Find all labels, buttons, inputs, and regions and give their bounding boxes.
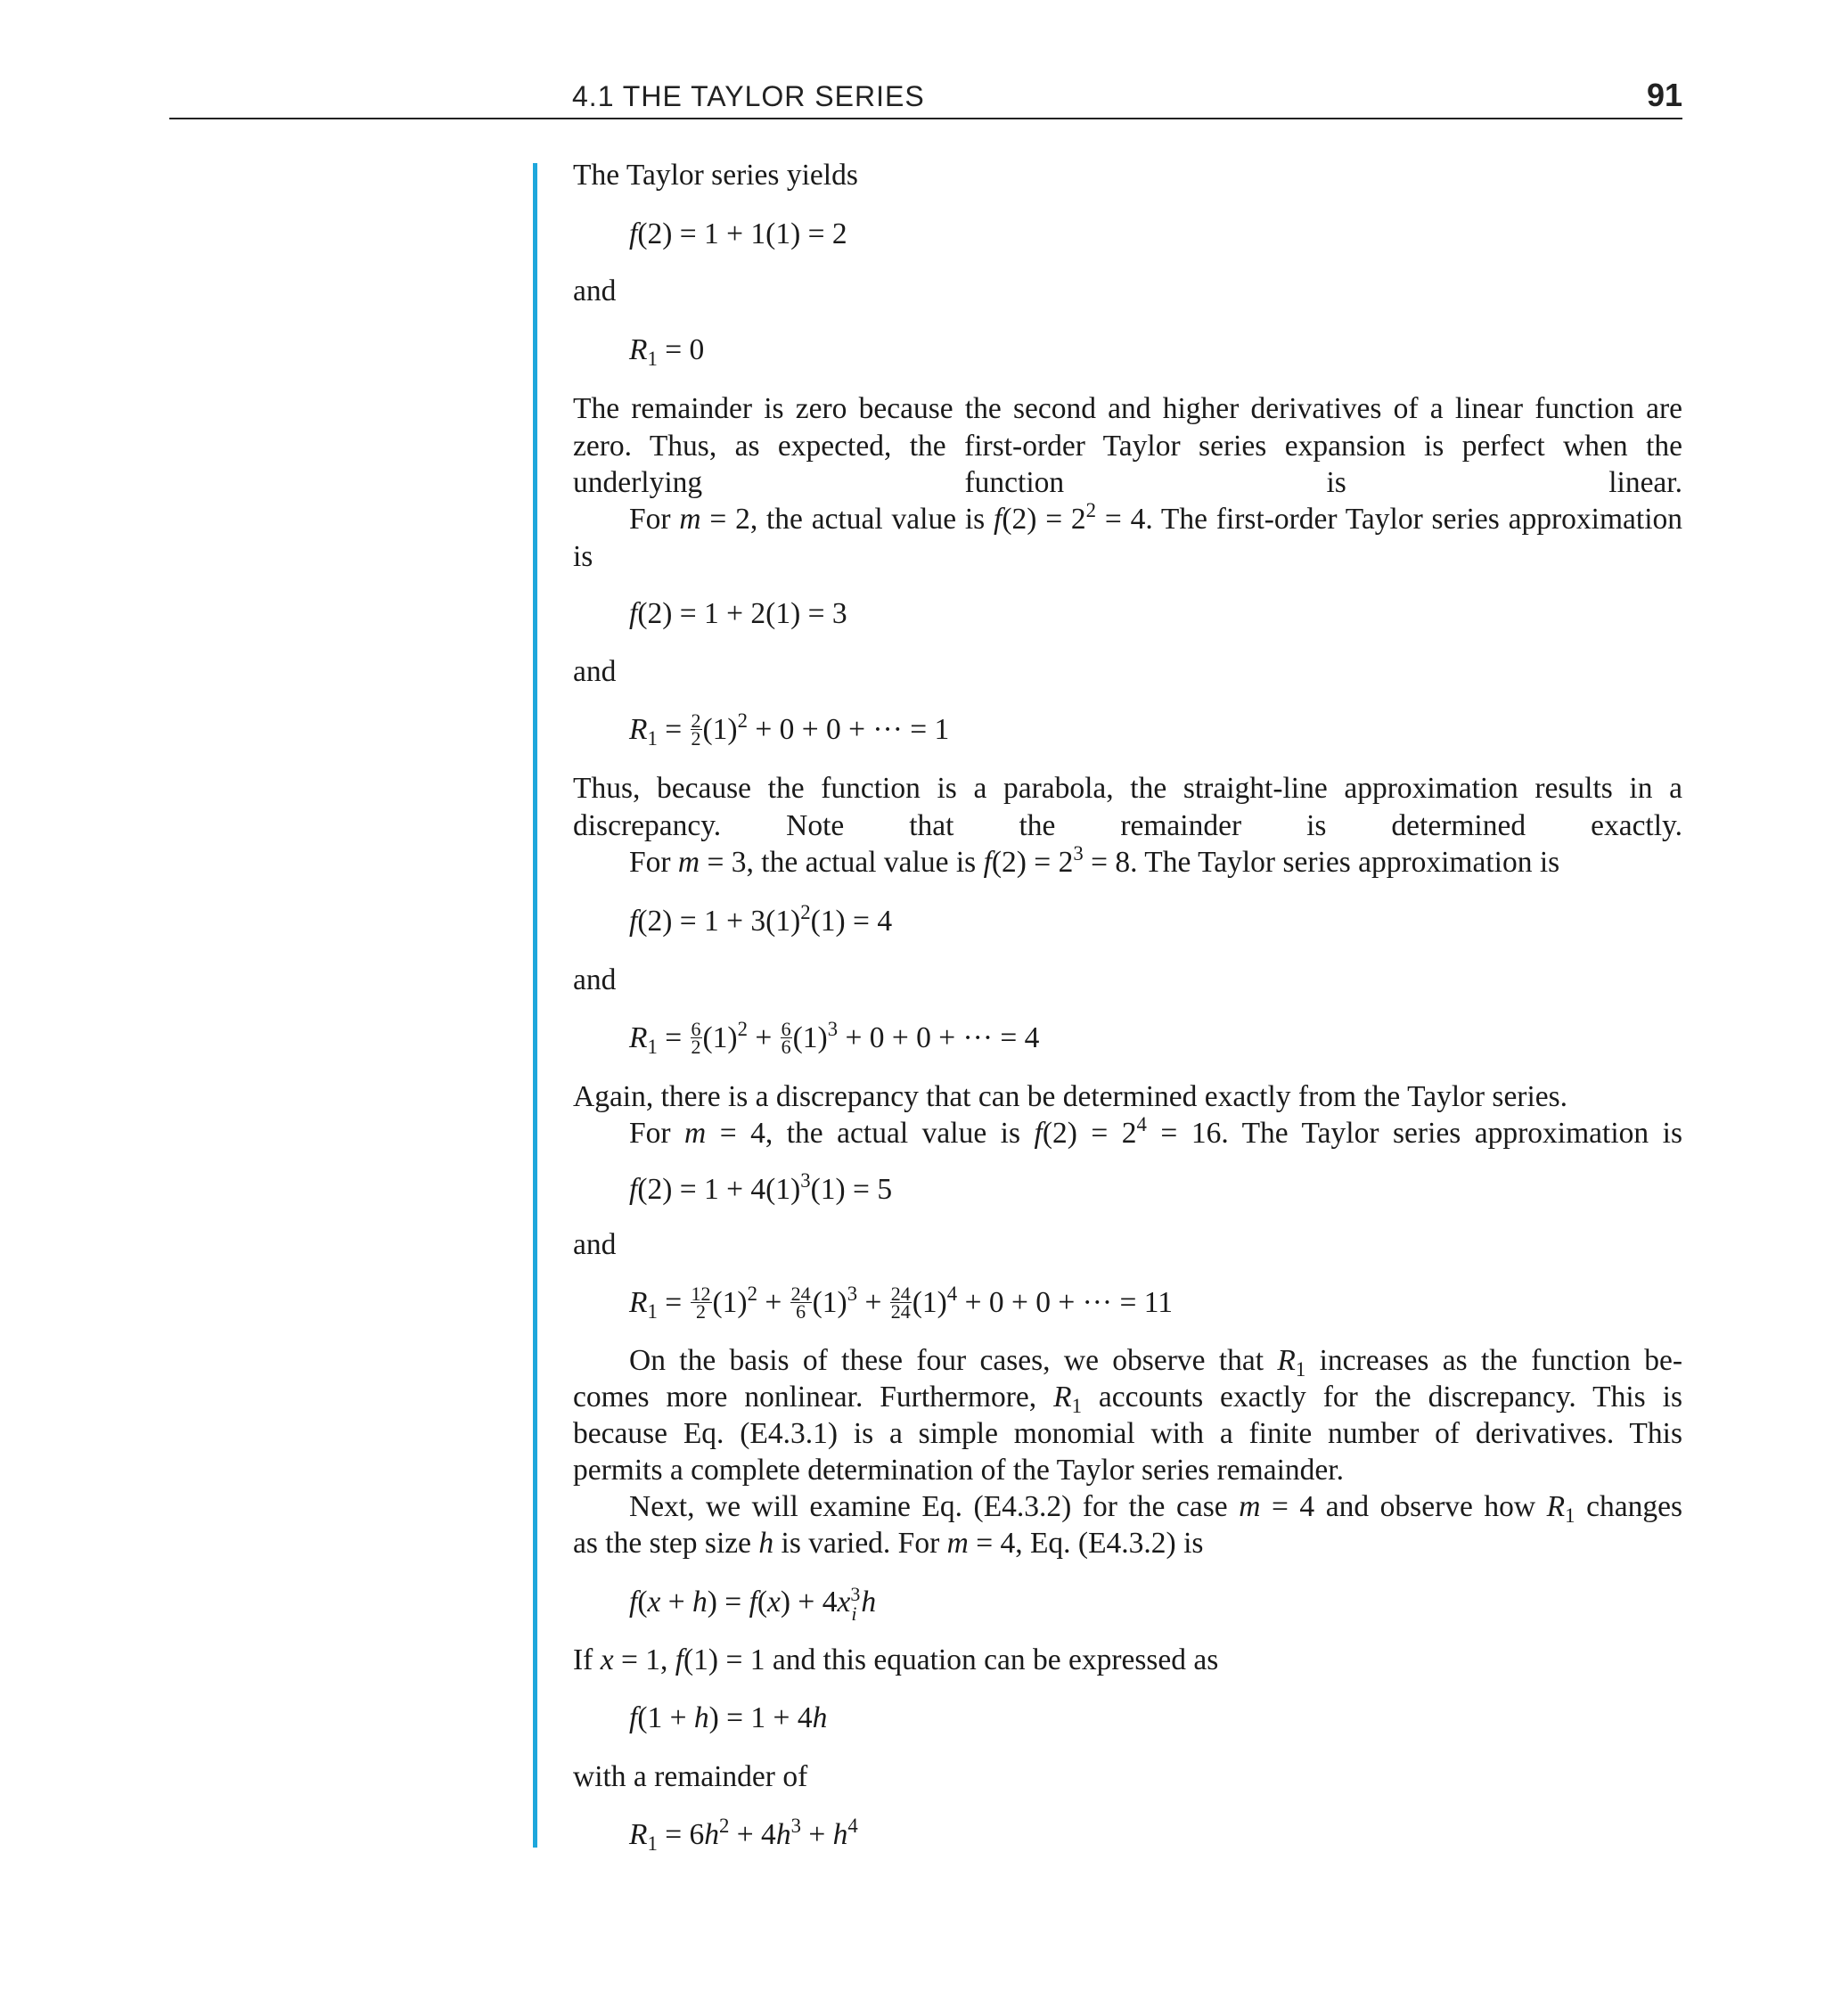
paragraph-parabola: Thus, because the function is a parabola, the straight-line approximation results in a discrepancy. Note that the remainder is determined exactly. [573, 772, 1682, 842]
paragraph-if-x1: If x = 1, f(1) = 1 and this equation can be expressed as [573, 1643, 1219, 1676]
margin-change-bar [533, 163, 537, 1848]
paragraph-m3: For m = 3, the actual value is $f(2) = 2^3 = 8$. The Taylor series approximation is [629, 842, 1560, 879]
connector-and: and [573, 655, 617, 688]
connector-and: and [573, 963, 617, 996]
equation-r1-m1: $R_1 = 0$ [629, 333, 705, 370]
equation-r1-m4: $R_1$ = $\frac{12}{2}$ $(1)^2$ + $\frac{24}{6}$ $(1)^3$ + $\frac{24}{24}$ $(1)^4 + 0 + 0$ + ··· = 11 [629, 1282, 1173, 1323]
equation-f2-m2: f(2) = 1 + 2(1) = 3 [629, 597, 847, 630]
paragraph-next-cont: as the step size h is varied. For m = 4, Eq. (E4.3.2) is [573, 1527, 1204, 1560]
connector-and: and [573, 275, 617, 307]
running-header [0, 0, 1825, 125]
page-number: 91 [1646, 77, 1682, 113]
paragraph-again: Again, there is a discrepancy that can be determined exactly from the Taylor series. [573, 1080, 1568, 1113]
header-rule [169, 118, 1682, 119]
equation-f2-m4: $f(2) = 1 + 4(1)^3(1) = 5$ [629, 1169, 893, 1206]
paragraph-four-cases: On the basis of these four cases, we observe that $R_1$ increases as the function be- [629, 1344, 1682, 1381]
equation-fxh: f(x + h) = f(x) + 4x 3 i h [629, 1583, 877, 1625]
equation-r1-m2: $R_1$ = $\frac{2}{2}$ $(1)^2 + 0 + 0$ + ··· = 1 [629, 709, 950, 750]
equation-r1-h: $R_1 = 6h^2 + 4h^3 + h^4$ [629, 1815, 858, 1855]
paragraph-remainder-zero: The remainder is zero because the second and higher derivatives of a linear function are zero. Thus, as expected, the first-order Taylor series expansion is perfect when the underlying function is linear. [573, 392, 1682, 499]
paragraph-next: Next, we will examine Eq. (E4.3.2) for the case m = 4 and observe how $R_1$ changes [629, 1490, 1682, 1527]
section-title: 4.1 THE TAYLOR SERIES [572, 80, 925, 112]
paragraph-intro: The Taylor series yields [573, 159, 858, 192]
paragraph-four-cases-cont: permits a complete determination of the Taylor series remainder. [573, 1454, 1344, 1487]
connector-and: and [573, 1228, 617, 1261]
paragraph-four-cases-cont: comes more nonlinear. Furthermore, $R_1$ accounts exactly for the discrepancy. This is [573, 1381, 1682, 1417]
equation-f1h: f(1 + h) = 1 + 4h [629, 1701, 828, 1734]
paragraph-with-remainder: with a remainder of [573, 1760, 808, 1793]
paragraph-m2: For m = 2, the actual value is $f(2) = 2^2 = 4$. The first-order Taylor series approximation is [573, 499, 1683, 573]
equation-f2-m1: f(2) = 1 + 1(1) = 2 [629, 217, 847, 250]
paragraph-four-cases-cont: because Eq. (E4.3.1) is a simple monomial with a finite number of derivatives. This [573, 1417, 1682, 1450]
equation-f2-m3: $f(2) = 1 + 3(1)^2(1) = 4$ [629, 901, 893, 938]
paragraph-m4: For m = 4, the actual value is $f(2) = 2^4 = 16$. The Taylor series approximation is [629, 1113, 1682, 1150]
equation-r1-m3: $R_1$ = $\frac{6}{2}$ $(1)^2$ + $\frac{6}{6}$ $(1)^3 + 0 + 0$ + ··· = 4 [629, 1017, 1040, 1058]
